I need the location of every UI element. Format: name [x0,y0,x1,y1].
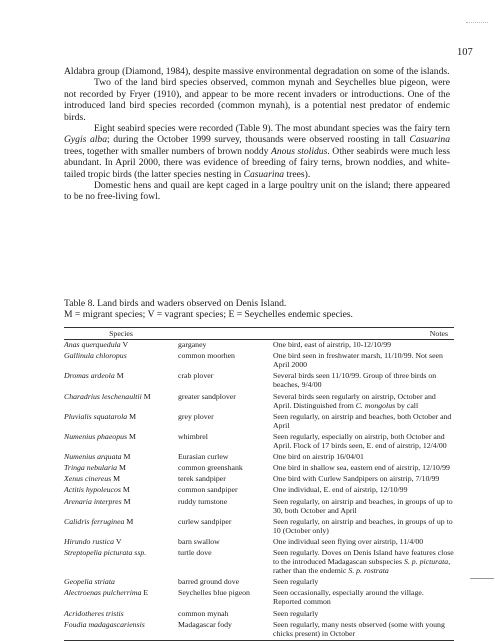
common-name-cell: curlew sandpiper [178,516,232,526]
table-body [64,340,454,641]
notes-cell: Seen regularly, on airstrip and beaches, in groups of up to 10 (October only) [273,516,453,535]
table-row [64,588,454,608]
notes-cell: Several birds seen 11/10/99. Group of three birds on beaches, 9/4/00 [273,371,437,390]
scientific-name: Arenaria interpres [64,496,122,506]
table-row [64,548,454,577]
status-code: M [122,485,130,495]
status-code: M [123,496,131,506]
table-row [64,452,454,463]
table-row [64,392,454,412]
common-name-cell: whimbrel [178,431,208,441]
common-name-cell: barn swallow [178,536,220,546]
table-row [64,609,454,620]
species-cell [64,620,178,641]
header-notes: Notes [273,328,454,340]
scan-edge-mark [470,578,494,579]
species-cell [64,452,178,463]
common-name-cell: common mynah [178,608,229,618]
scientific-name: Streptopelia picturata ssp. [64,547,147,557]
table-row [64,497,454,517]
species-cell [64,351,178,371]
common-name-cell: common moorhen [178,351,235,361]
table-row [64,412,454,432]
scientific-name: Dromas ardeola [64,371,115,381]
body-text [64,66,450,203]
species-cell [64,609,178,620]
table-header-row [64,328,454,340]
notes-cell: Seen regularly [273,608,319,618]
scientific-name: Alectroenas pulcherrima [64,588,142,598]
paragraph: Aldabra group (Diamond, 1984), despite massive environmental degradation on some of the islands. [64,66,450,77]
scientific-name: Anas querquedula [64,340,121,350]
species-cell [64,537,178,548]
scientific-name: Numenius phaeopus [64,431,128,441]
table-row [64,340,454,352]
scan-edge-mark [466,22,488,23]
scientific-name: Pluvialis squatarola [64,411,128,421]
notes-cell: One bird with Curlew Sandpipers on airstrip, 7/10/99 [273,474,440,484]
species-cell [64,392,178,412]
table-caption [64,298,454,321]
scientific-name: Xenus cinereus [64,474,112,484]
notes-cell: Seen regularly. Doves on Denis Island have features close to the introduced Madagascan subspecies S. p. picturata, rather than the endemic S. p. rostrata [273,547,454,576]
notes-cell: Seen regularly, especially on airstrip, both October and April. Flock of 17 birds seen, E. end of airstrip, 12/4/00 [273,431,447,451]
table-row [64,351,454,371]
notes-cell: One individual, E. end of airstrip, 12/10/99 [273,485,408,495]
scientific-name: Calidris ferruginea [64,516,125,526]
table-row [64,432,454,452]
species-cell [64,463,178,474]
notes-cell: One individual seen flying over airstrip, 11/4/00 [273,536,424,546]
notes-cell: One bird, east of airstrip, 10-12/10/99 [273,340,392,350]
scientific-name: Hirundo rustica [64,536,115,546]
paragraph: Domestic hens and quail are kept caged in a large poultry unit on the island; there appeared to be no free-living fowl. [64,180,450,203]
table-row [64,485,454,496]
table-row [64,517,454,537]
common-name-cell: Seychelles blue pigeon [178,588,250,598]
table-row [64,620,454,641]
header-common-name [178,328,273,340]
scientific-name: Acridotheres tristis [64,608,124,618]
status-code: M [116,371,124,381]
scientific-name: Gallinula chloropus [64,351,127,361]
species-cell [64,497,178,517]
notes-cell: One bird seen in freshwater marsh, 11/10/99. Not seen April 2000 [273,351,443,370]
common-name-cell: greater sandplover [178,391,236,401]
notes-cell: Seen occasionally, especially around the village. Reported common [273,588,424,607]
table-row [64,537,454,548]
status-code: M [129,411,137,421]
common-name-cell: ruddy turnstone [178,496,228,506]
species-cell [64,577,178,588]
bird-species-table [64,327,454,641]
status-code: E [143,588,149,598]
common-name-cell: turtle dove [178,547,212,557]
notes-cell: Seen regularly, many nests observed (some with young chicks present) in October [273,619,445,638]
status-code: M [119,463,126,473]
status-code: M [126,516,134,526]
paragraph: Eight seabird species were recorded (Table 9). The most abundant species was the fairy tern Gygis alba; during the October 1999 survey, thousands were observed roosting in tall Casuarina trees, together with smaller numbers of brown noddy Anous stolidus. Other seabirds were much less abundant. In April 2000, there was evidence of breeding of fairy terns, brown noddies, and white-tailed tropic birds (the latter species nesting in Casuarina trees). [64,123,451,180]
species-cell [64,588,178,608]
table-legend: M = migrant species; V = vagrant species; E = Seychelles endemic species. [64,309,353,321]
scientific-name: Tringa nebularia [64,463,118,473]
status-code: M [128,431,136,441]
table-row [64,463,454,474]
page-number: 107 [457,47,473,58]
notes-cell: One bird on airstrip 16/04/01 [273,452,364,462]
status-code: M [113,474,121,484]
notes-cell: Seen regularly [273,577,319,587]
table-row [64,371,454,391]
table-title: Table 8. Land birds and waders observed on Denis Island. [64,298,287,309]
scientific-name: Foudia madagascariensis [64,619,145,629]
species-cell [64,485,178,496]
table-row [64,474,454,485]
common-name-cell: Madagascar fody [178,619,232,629]
paragraph: Two of the land bird species observed, common mynah and Seychelles blue pigeon, were not recorded by Fryer (1910), and appear to be more recent invaders or introductions. One of the introduced land bird species recorded (common mynah), is a potential nest predator of endemic birds. [64,77,450,123]
species-cell [64,340,178,352]
common-name-cell: Eurasian curlew [178,452,229,462]
status-code: V [122,340,129,350]
status-code: V [115,536,122,546]
species-cell [64,517,178,537]
common-name-cell: common greenshank [178,463,243,473]
species-cell [64,474,178,485]
header-species: Species [64,328,178,340]
species-cell [64,371,178,391]
status-code: M [123,452,131,462]
species-cell [64,432,178,452]
notes-cell: One bird in shallow sea, eastern end of airstrip, 12/10/99 [273,463,450,473]
table-row [64,577,454,588]
notes-cell: Seen regularly, on airstrip and beaches, both October and April [273,411,452,430]
common-name-cell: common sandpiper [178,485,238,495]
species-cell [64,412,178,432]
common-name-cell: barred ground dove [178,577,240,587]
common-name-cell: garganey [178,340,207,350]
common-name-cell: grey plover [178,411,214,421]
scientific-name: Charadrius leschenaultii [64,391,142,401]
common-name-cell: crab plover [178,371,214,381]
common-name-cell: terek sandpiper [178,474,226,484]
scientific-name: Numenius arquata [64,452,122,462]
scientific-name: Geopelia striata [64,577,115,587]
status-code: M [143,391,151,401]
notes-cell: Seen regularly, on airstrip and beaches, in groups of up to 30, both October and April [273,496,453,515]
notes-cell: Several birds seen regularly on airstrip, October and April. Distinguished from C. mongolus by call [273,391,436,410]
species-cell [64,548,178,577]
scientific-name: Actitis hypoleucos [64,485,121,495]
